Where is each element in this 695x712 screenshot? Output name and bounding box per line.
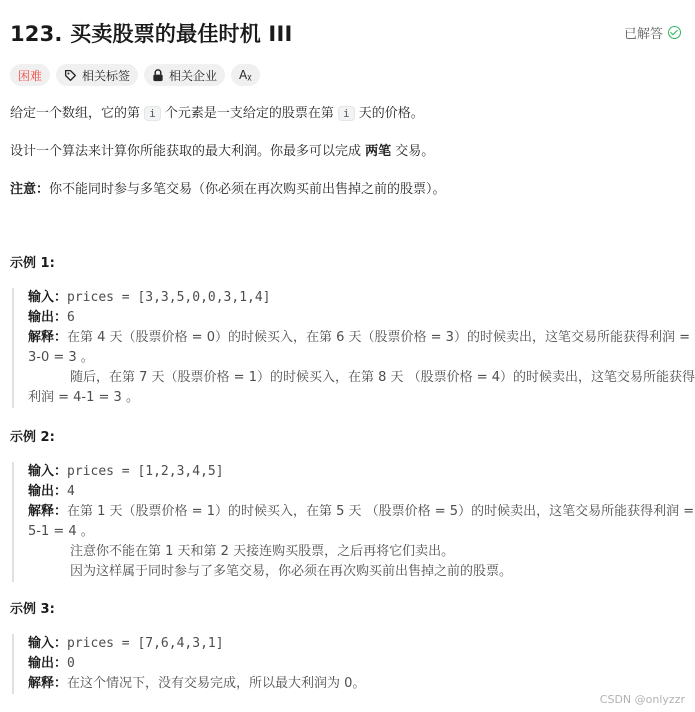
related-companies-label: 相关企业 — [169, 68, 218, 83]
related-companies-button[interactable] — [144, 64, 225, 86]
example-3-explanation: 在这个情况下，没有交易完成，所以最大利润为 0。 — [67, 676, 366, 691]
example-3-block: 输入：prices = [7,6,4,3,1] 输出：0 解释：在这个情况下，没有交易完成，所以最大利润为 0。 — [12, 634, 695, 694]
example-2-block: 输入：prices = [1,2,3,4,5] 输出：4 解释：在第 1 天（股票价格 = 1）的时候买入，在第 5 天 （股票价格 = 5）的时候卖出，这笔交易所能获得利润 = 5-1 = 4 。 注意你不能在第 1 天和第 2 天接连购买股票，之后再将它们卖出。 因为这样属于同时参与了多笔交易，你必须在再次购买前出售掉之前的股票。 — [12, 462, 695, 582]
inline-code: i — [338, 106, 355, 121]
example-1-explanation: 在第 4 天（股票价格 = 0）的时候买入，在第 6 天（股票价格 = 3）的时候卖出，这笔交易所能获得利润 = 3-0 = 3 。 — [28, 330, 690, 365]
difficulty-badge — [10, 64, 50, 86]
translate-button[interactable] — [231, 64, 260, 86]
related-tags-button[interactable] — [56, 64, 138, 86]
problem-title: 123. 买卖股票的最佳时机 III — [10, 22, 293, 46]
example-1-block: 输入：prices = [3,3,5,0,0,3,1,4] 输出：6 解释：在第 4 天（股票价格 = 0）的时候买入，在第 6 天（股票价格 = 3）的时候卖出，这笔交易所能获得利润 = 3-0 = 3 。 随后，在第 7 天（股票价格 = 1）的时候买入，在第 8 天 （股票价格 = 4）的时候卖出，这笔交易所能获得利润 = 4-1 = 3 。 — [12, 288, 695, 408]
description-paragraph-1: 给定一个数组，它的第 i 个元素是一支给定的股票在第 i 天的价格。 — [10, 106, 424, 121]
check-circle-icon — [668, 26, 681, 39]
tag-icon — [64, 69, 77, 82]
problem-header — [10, 14, 681, 54]
example-2-explanation-2: 注意你不能在第 1 天和第 2 天接连购买股票，之后再将它们卖出。 — [70, 544, 455, 559]
example-3-input: prices = [7,6,4,3,1] — [67, 636, 224, 651]
example-2-output: 4 — [67, 484, 75, 499]
example-3-title: 示例 3: — [10, 602, 55, 617]
example-2-explanation: 在第 1 天（股票价格 = 1）的时候买入，在第 5 天 （股票价格 = 5）的时候卖出，这笔交易所能获得利润 = 5-1 = 4 。 — [28, 504, 695, 539]
description-paragraph-2: 设计一个算法来计算你所能获取的最大利润。你最多可以完成 两笔 交易。 — [10, 144, 435, 159]
solved-label: 已解答 — [623, 27, 663, 42]
example-1-input: prices = [3,3,5,0,0,3,1,4] — [67, 290, 271, 305]
tag-row — [10, 64, 260, 86]
solved-status — [624, 23, 681, 42]
example-2-input: prices = [1,2,3,4,5] — [67, 464, 224, 479]
example-1-output: 6 — [67, 310, 75, 325]
example-1-title: 示例 1: — [10, 256, 55, 271]
example-2-explanation-3: 因为这样属于同时参与了多笔交易，你必须在再次购买前出售掉之前的股票。 — [70, 564, 513, 579]
note-paragraph: 注意：你不能同时参与多笔交易（你必须在再次购买前出售掉之前的股票）。 — [10, 182, 446, 197]
related-tags-label: 相关标签 — [82, 68, 131, 83]
watermark: CSDN @onlyzzr — [599, 693, 685, 706]
example-1-explanation-2: 随后，在第 7 天（股票价格 = 1）的时候买入，在第 8 天 （股票价格 = 4）的时候卖出，这笔交易所能获得利润 = 4-1 = 3 。 — [28, 370, 695, 405]
translate-icon: Aᵪ — [239, 68, 252, 82]
difficulty-label: 困难 — [18, 68, 43, 83]
lock-icon — [152, 69, 164, 82]
inline-code: i — [144, 106, 161, 121]
example-2-title: 示例 2: — [10, 430, 55, 445]
example-3-output: 0 — [67, 656, 75, 671]
